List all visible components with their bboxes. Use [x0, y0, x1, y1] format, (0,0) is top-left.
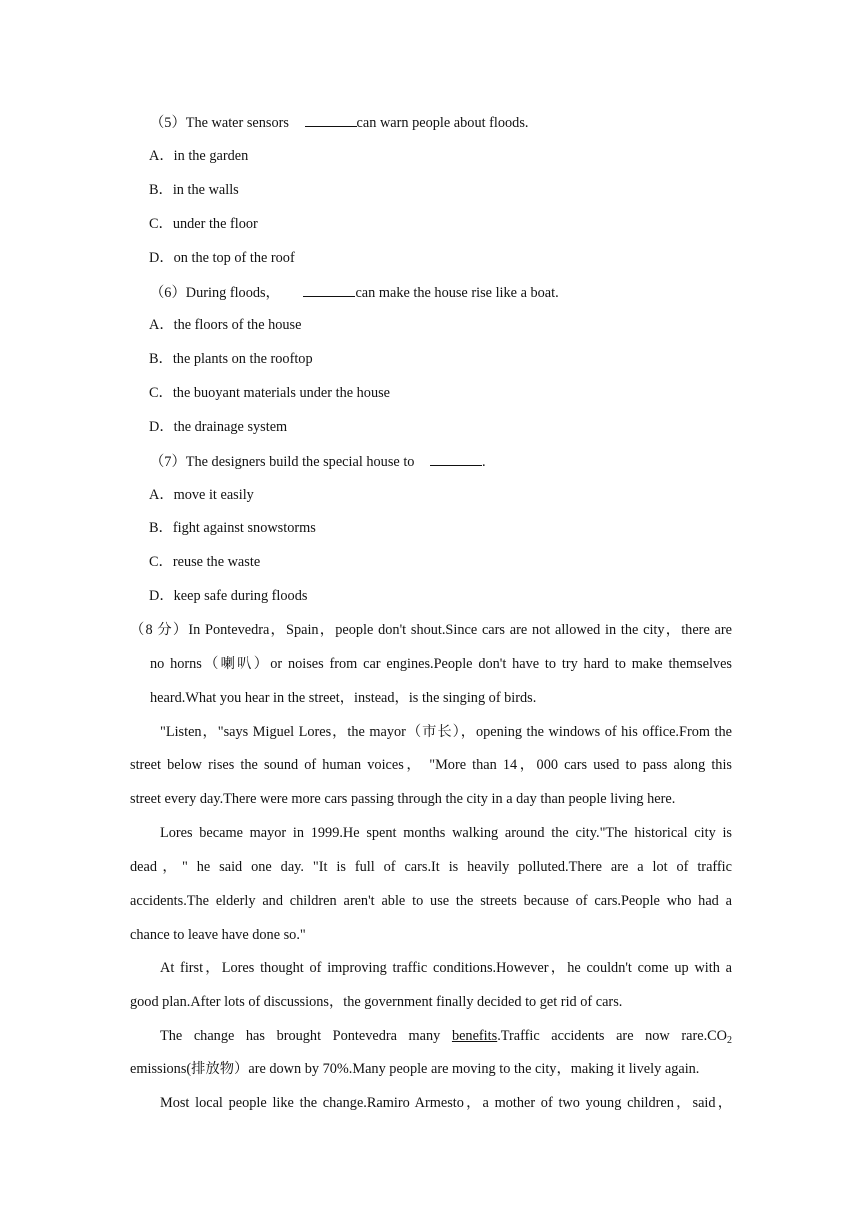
passage-line: street below rises the sound of human voices， "More than 14，000 cars used to pass along this	[130, 757, 732, 773]
question-5-tail: can warn people about floods.	[356, 115, 529, 131]
option-a: A．in the garden	[149, 148, 249, 164]
passage-text: .Traffic accidents are now rare.CO	[497, 1028, 728, 1044]
answer-blank	[430, 452, 482, 466]
passage-line: At first，Lores thought of improving traffic conditions.However，he couldn't come up with a	[160, 960, 732, 976]
passage-line: dead，" he said one day. "It is full of cars.It is heavily polluted.There are a lot of traffic	[130, 859, 732, 875]
passage-line: Most local people like the change.Ramiro Armesto，a mother of two young children，said，	[160, 1095, 732, 1111]
passage-line: good plan.After lots of discussions，the government finally decided to get rid of cars.	[130, 994, 623, 1010]
passage-text: The change has brought Pontevedra many	[160, 1028, 441, 1044]
question-6-tail: can make the house rise like a boat.	[355, 285, 559, 301]
question-6-stem: （6）During floods，	[150, 285, 280, 301]
passage-line: Lores became mayor in 1999.He spent months walking around the city."The historical city is	[160, 825, 732, 841]
option-c: C．reuse the waste	[149, 554, 261, 570]
passage-line: chance to leave have done so."	[130, 927, 306, 943]
passage-line: "Listen，"says Miguel Lores，the mayor（市长），opening the windows of his office.From the	[160, 724, 732, 740]
option-b: B．in the walls	[149, 182, 239, 198]
option-b: B．the plants on the rooftop	[149, 351, 313, 367]
subscript: 2	[727, 1035, 733, 1046]
option-a: A．move it easily	[149, 487, 254, 503]
passage-line: emissions(排放物）are down by 70%.Many people are moving to the city，making it lively again.	[130, 1061, 700, 1077]
passage-line	[160, 1027, 732, 1045]
option-c: C．the buoyant materials under the house	[149, 385, 391, 401]
option-b: B．fight against snowstorms	[149, 520, 316, 536]
passage-line: heard.What you hear in the street，instead，is the singing of birds.	[150, 690, 537, 706]
option-c: C．under the floor	[149, 216, 258, 232]
question-7-stem: （7）The designers build the special house to	[150, 454, 415, 470]
answer-blank	[303, 283, 355, 297]
question-5-stem: （5）The water sensors	[150, 115, 289, 131]
question-7-tail: .	[482, 454, 486, 470]
option-d: D．on the top of the roof	[149, 250, 295, 266]
passage-line: street every day.There were more cars passing through the city in a day than people living here.	[130, 791, 676, 807]
question-6	[150, 283, 559, 302]
underlined-word: benefits	[451, 1028, 498, 1044]
question-7	[150, 452, 486, 471]
answer-blank	[305, 113, 357, 127]
option-a: A．the floors of the house	[149, 317, 302, 333]
option-d: D．the drainage system	[149, 419, 288, 435]
passage-line: accidents.The elderly and children aren't able to use the streets because of cars.People who had a	[130, 893, 732, 909]
passage-line: （8 分）In Pontevedra，Spain，people don't shout.Since cars are not allowed in the city，there are	[130, 622, 732, 638]
passage-line: no horns（喇叭）or noises from car engines.People don't have to try hard to make themselves	[150, 656, 732, 672]
option-d: D．keep safe during floods	[149, 588, 308, 604]
question-5	[150, 113, 528, 132]
